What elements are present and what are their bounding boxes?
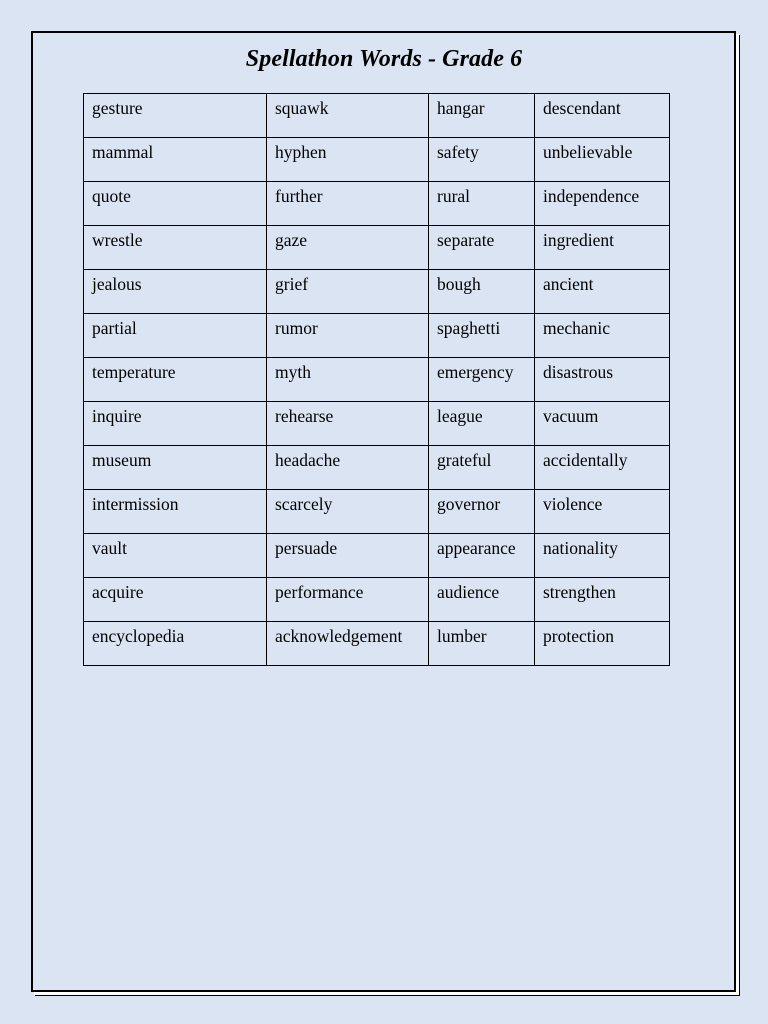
word-cell: violence (535, 490, 670, 534)
spelling-words-table (83, 93, 670, 666)
word-cell: vacuum (535, 402, 670, 446)
word-cell: governor (429, 490, 535, 534)
word-cell: myth (267, 358, 429, 402)
table-row (84, 402, 670, 446)
table-row (84, 358, 670, 402)
table-row (84, 314, 670, 358)
table-row (84, 270, 670, 314)
word-cell: headache (267, 446, 429, 490)
word-cell: mechanic (535, 314, 670, 358)
word-cell: league (429, 402, 535, 446)
word-cell: squawk (267, 94, 429, 138)
table-row (84, 534, 670, 578)
word-cell: unbelievable (535, 138, 670, 182)
word-cell: further (267, 182, 429, 226)
word-cell: acquire (84, 578, 267, 622)
word-cell: independence (535, 182, 670, 226)
word-cell: jealous (84, 270, 267, 314)
word-cell: wrestle (84, 226, 267, 270)
table-row (84, 182, 670, 226)
word-cell: emergency (429, 358, 535, 402)
word-cell: audience (429, 578, 535, 622)
word-cell: rural (429, 182, 535, 226)
word-cell: grateful (429, 446, 535, 490)
word-cell: hangar (429, 94, 535, 138)
word-cell: mammal (84, 138, 267, 182)
word-cell: accidentally (535, 446, 670, 490)
table-row (84, 138, 670, 182)
word-cell: scarcely (267, 490, 429, 534)
word-cell: bough (429, 270, 535, 314)
table-row (84, 622, 670, 666)
word-cell: persuade (267, 534, 429, 578)
table-row (84, 490, 670, 534)
table-row (84, 578, 670, 622)
word-cell: nationality (535, 534, 670, 578)
word-cell: gesture (84, 94, 267, 138)
word-cell: vault (84, 534, 267, 578)
table-row (84, 94, 670, 138)
table-row (84, 446, 670, 490)
word-cell: disastrous (535, 358, 670, 402)
word-cell: ancient (535, 270, 670, 314)
word-cell: intermission (84, 490, 267, 534)
word-cell: acknowledgement (267, 622, 429, 666)
word-cell: descendant (535, 94, 670, 138)
word-cell: safety (429, 138, 535, 182)
word-cell: strengthen (535, 578, 670, 622)
word-cell: separate (429, 226, 535, 270)
word-cell: partial (84, 314, 267, 358)
word-cell: lumber (429, 622, 535, 666)
word-cell: encyclopedia (84, 622, 267, 666)
word-cell: quote (84, 182, 267, 226)
word-cell: rumor (267, 314, 429, 358)
word-cell: protection (535, 622, 670, 666)
word-cell: gaze (267, 226, 429, 270)
word-cell: inquire (84, 402, 267, 446)
table-row (84, 226, 670, 270)
document-title: Spellathon Words - Grade 6 (245, 46, 523, 72)
word-cell: appearance (429, 534, 535, 578)
word-cell: spaghetti (429, 314, 535, 358)
word-table-body (84, 94, 670, 666)
word-cell: ingredient (535, 226, 670, 270)
word-cell: grief (267, 270, 429, 314)
word-cell: temperature (84, 358, 267, 402)
word-cell: rehearse (267, 402, 429, 446)
word-cell: performance (267, 578, 429, 622)
word-cell: museum (84, 446, 267, 490)
word-cell: hyphen (267, 138, 429, 182)
